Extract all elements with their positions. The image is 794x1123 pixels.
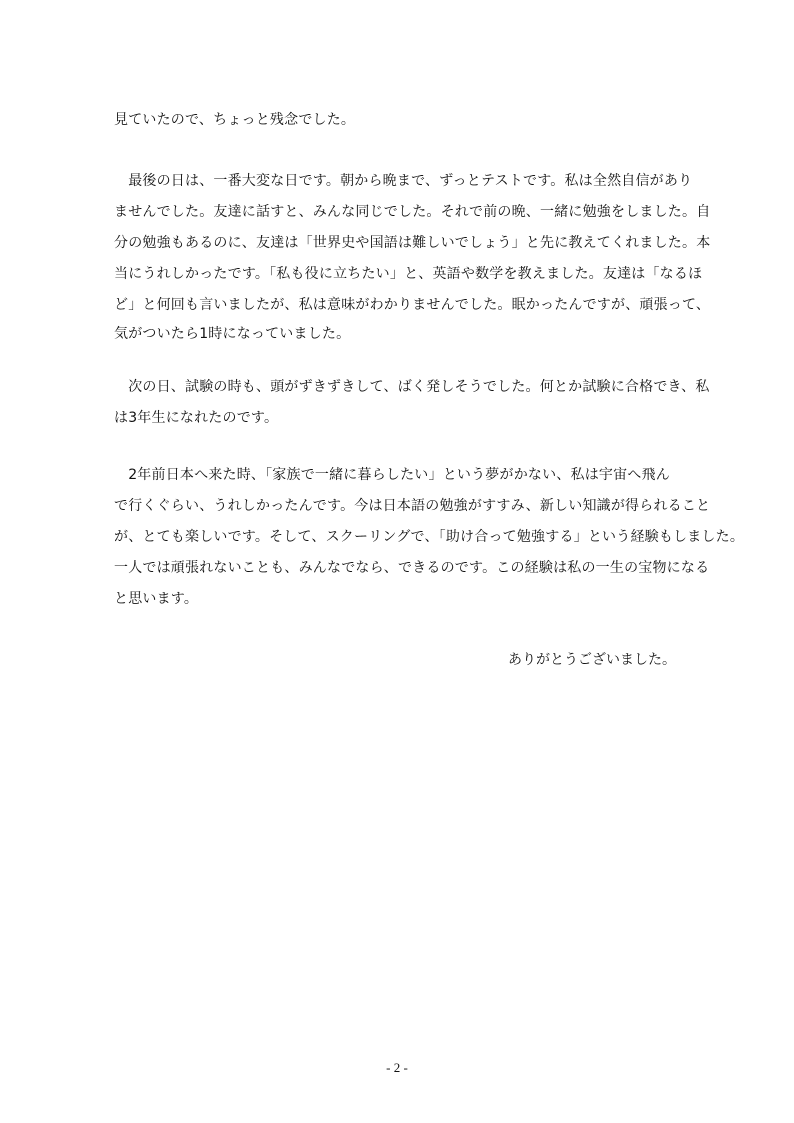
- paragraph-line: で行くぐらい、うれしかったんです。今は日本語の勉強がすすみ、新しい知識が得られること: [114, 498, 711, 514]
- paragraph-line: は3年生になれたのです。: [114, 410, 279, 426]
- paragraph-line: が、とても楽しいです。そして、スクーリングで、「助け合って勉強する」という経験もしました。: [114, 529, 745, 545]
- paragraph-line: 分の勉強もあるのに、友達は「世界史や国語は難しいでしょう」と先に教えてくれました。本: [114, 235, 711, 251]
- paragraph-line: 当にうれしかったです。「私も役に立ちたい」と、英語や数学を教えました。友達は「なるほ: [114, 266, 703, 282]
- paragraph-line: ど」と何回も言いましたが、私は意味がわかりませんでした。眠かったんですが、頑張って、: [114, 297, 711, 313]
- paragraph-line: 一人では頑張れないことも、みんなでなら、できるのです。この経験は私の一生の宝物になる: [114, 560, 710, 576]
- page-number: - 2 -: [386, 1060, 408, 1075]
- paragraph-continuation-line: 見ていたので、ちょっと残念でした。: [114, 112, 356, 128]
- paragraph-line: 気がついたら1時になっていました。: [114, 326, 351, 342]
- paragraph-line: 2年前日本へ来た時、「家族で一緒に暮らしたい」という夢がかない、私は宇宙へ飛ん: [114, 467, 670, 483]
- closing-thanks: ありがとうございました。: [508, 652, 676, 668]
- paragraph-line: 次の日、試験の時も、頭がずきずきして、ばく発しそうでした。何とか試験に合格でき、私: [114, 379, 710, 395]
- paragraph-line: ませんでした。友達に話すと、みんな同じでした。それで前の晩、一緒に勉強をしました。自: [114, 204, 711, 220]
- paragraph-line: と思います。: [114, 591, 199, 607]
- paragraph-line: 最後の日は、一番大変な日です。朝から晩まで、ずっとテストです。私は全然自信があり: [114, 173, 693, 189]
